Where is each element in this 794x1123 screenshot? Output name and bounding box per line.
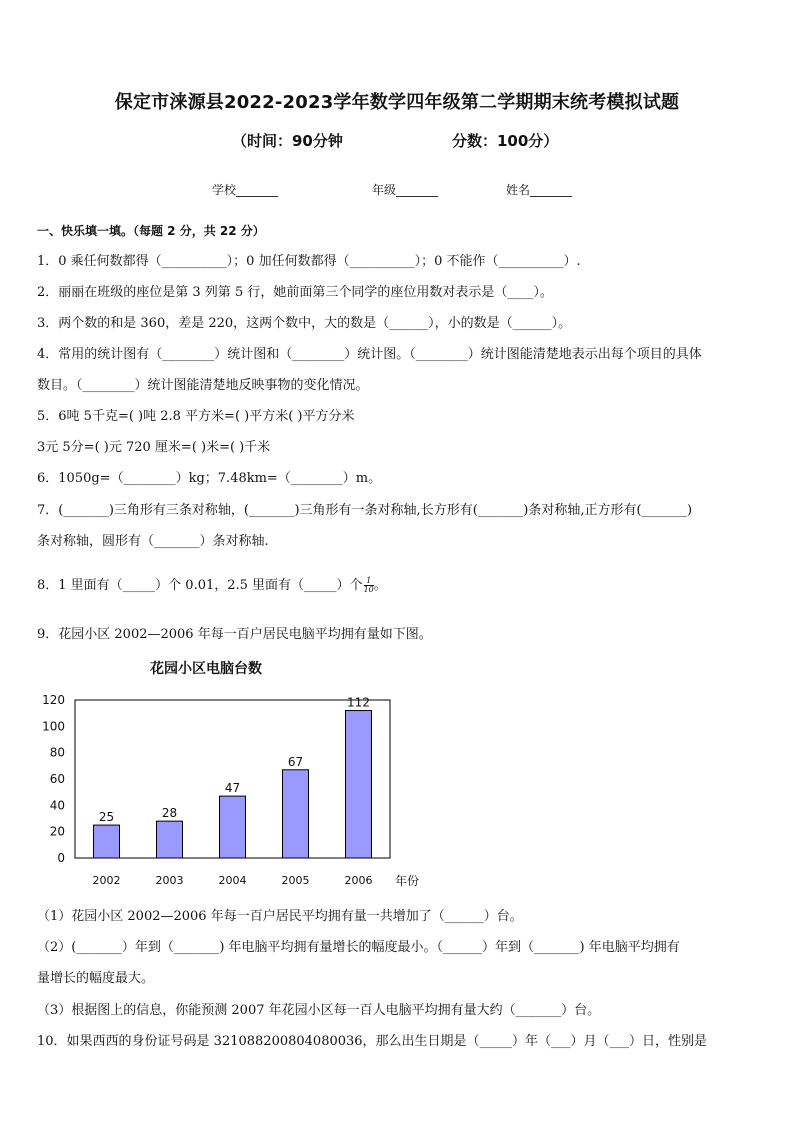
section-heading: 一、快乐填一填。（每题 2 分，共 22 分） (37, 224, 265, 238)
question-5-line-2: 3元 5分=( )元 720 厘米=( )米=( )千米 (37, 440, 271, 455)
y-tick-label: 40 (49, 798, 65, 813)
bar-value-label: 25 (98, 810, 115, 825)
y-tick-label: 20 (49, 824, 65, 839)
x-tick-label: 2002 (92, 874, 121, 887)
question-9-part-1: （1）花园小区 2002—2006 年每一百户居民平均拥有量一共增加了（______）台。 (37, 909, 523, 924)
y-tick-label: 60 (49, 772, 65, 786)
bar-value-label: 47 (224, 781, 241, 796)
y-tick-label: 80 (49, 745, 65, 760)
question-2: 2．丽丽在班级的座位是第 3 列第 5 行，她前面第三个同学的座位用数对表示是（____）。 (37, 285, 553, 300)
x-tick-label: 2006 (344, 874, 373, 887)
page-title: 保定市涞源县2022-2023学年数学四年级第二学期期末统考模拟试题 (114, 92, 680, 113)
fraction-denominator: 10 (363, 585, 374, 594)
x-tick-label: 2004 (218, 874, 247, 887)
x-axis-label: 年份 (395, 874, 420, 888)
question-4-line-2: 数目。（________）统计图能清楚地反映事物的变化情况。 (37, 378, 369, 393)
exam-score: 分数：100分） (452, 132, 559, 150)
x-tick-label: 2005 (281, 874, 310, 887)
question-9-part-2-line-1: （2）(_______）年到（_______) 年电脑平均拥有量增长的幅度最小。（______）年到（_______) 年电脑平均拥有 (37, 940, 680, 955)
bar (283, 770, 309, 858)
exam-time: （时间：90分钟 (232, 132, 343, 150)
question-7-line-2: 条对称轴，圆形有（_______）条对称轴. (37, 534, 269, 549)
question-4-line-1: 4．常用的统计图有（________）统计图和（________）统计图。（________）统计图能清楚地表示出每个项目的具体 (37, 347, 702, 362)
question-6: 6．1050g=（________）kg；7.48km=（________）m。 (37, 471, 382, 486)
question-7-line-1: 7．(_______)三角形有三条对称轴，(_______)三角形有一条对称轴,长方形有(_______)条对称轴,正方形有(_______) (37, 503, 693, 518)
y-tick-label: 120 (42, 693, 65, 707)
question-3: 3．两个数的和是 360，差是 220，这两个数中，大的数是（______），小的数是（______）。 (37, 316, 572, 331)
fraction-numerator: 1 (364, 577, 374, 586)
question-9: 9．花园小区 2002—2006 年每一百户居民电脑平均拥有量如下图。 (37, 627, 432, 642)
school-field: 学校_______ (212, 183, 279, 197)
question-8-end: 。 (373, 578, 387, 593)
question-10: 10．如果西西的身份证号码是 321088200804080036，那么出生日期是（_____）年（___）月（___）日，性别是 (37, 1034, 708, 1049)
bar (157, 821, 183, 858)
grade-field: 年级_______ (372, 183, 439, 197)
bar (346, 711, 372, 858)
name-field: 姓名_______ (506, 183, 573, 197)
question-1: 1．0 乘任何数都得（__________）；0 加任何数都得（__________）；0 不能作（__________）. (37, 254, 581, 269)
question-9-part-2-line-2: 量增长的幅度最大。 (37, 971, 155, 986)
y-tick-label: 0 (57, 851, 65, 865)
x-tick-label: 2003 (155, 874, 184, 887)
bar-value-label: 67 (287, 754, 304, 769)
chart-title: 花园小区电脑台数 (150, 661, 262, 677)
y-tick-label: 100 (42, 719, 65, 734)
question-9-part-3: （3）根据图上的信息，你能预测 2007 年花园小区每一百人电脑平均拥有量大约（_______）台。 (37, 1003, 601, 1018)
bar-value-label: 112 (347, 695, 370, 710)
bar (94, 825, 120, 858)
question-5-line-1: 5．6吨 5千克=( )吨 2.8 平方米=( )平方米( )平方分米 (37, 409, 355, 424)
bar (220, 796, 246, 858)
question-8-text: 8．1 里面有（_____）个 0.01，2.5 里面有（_____）个 (37, 578, 363, 593)
bar-value-label: 28 (161, 806, 178, 821)
